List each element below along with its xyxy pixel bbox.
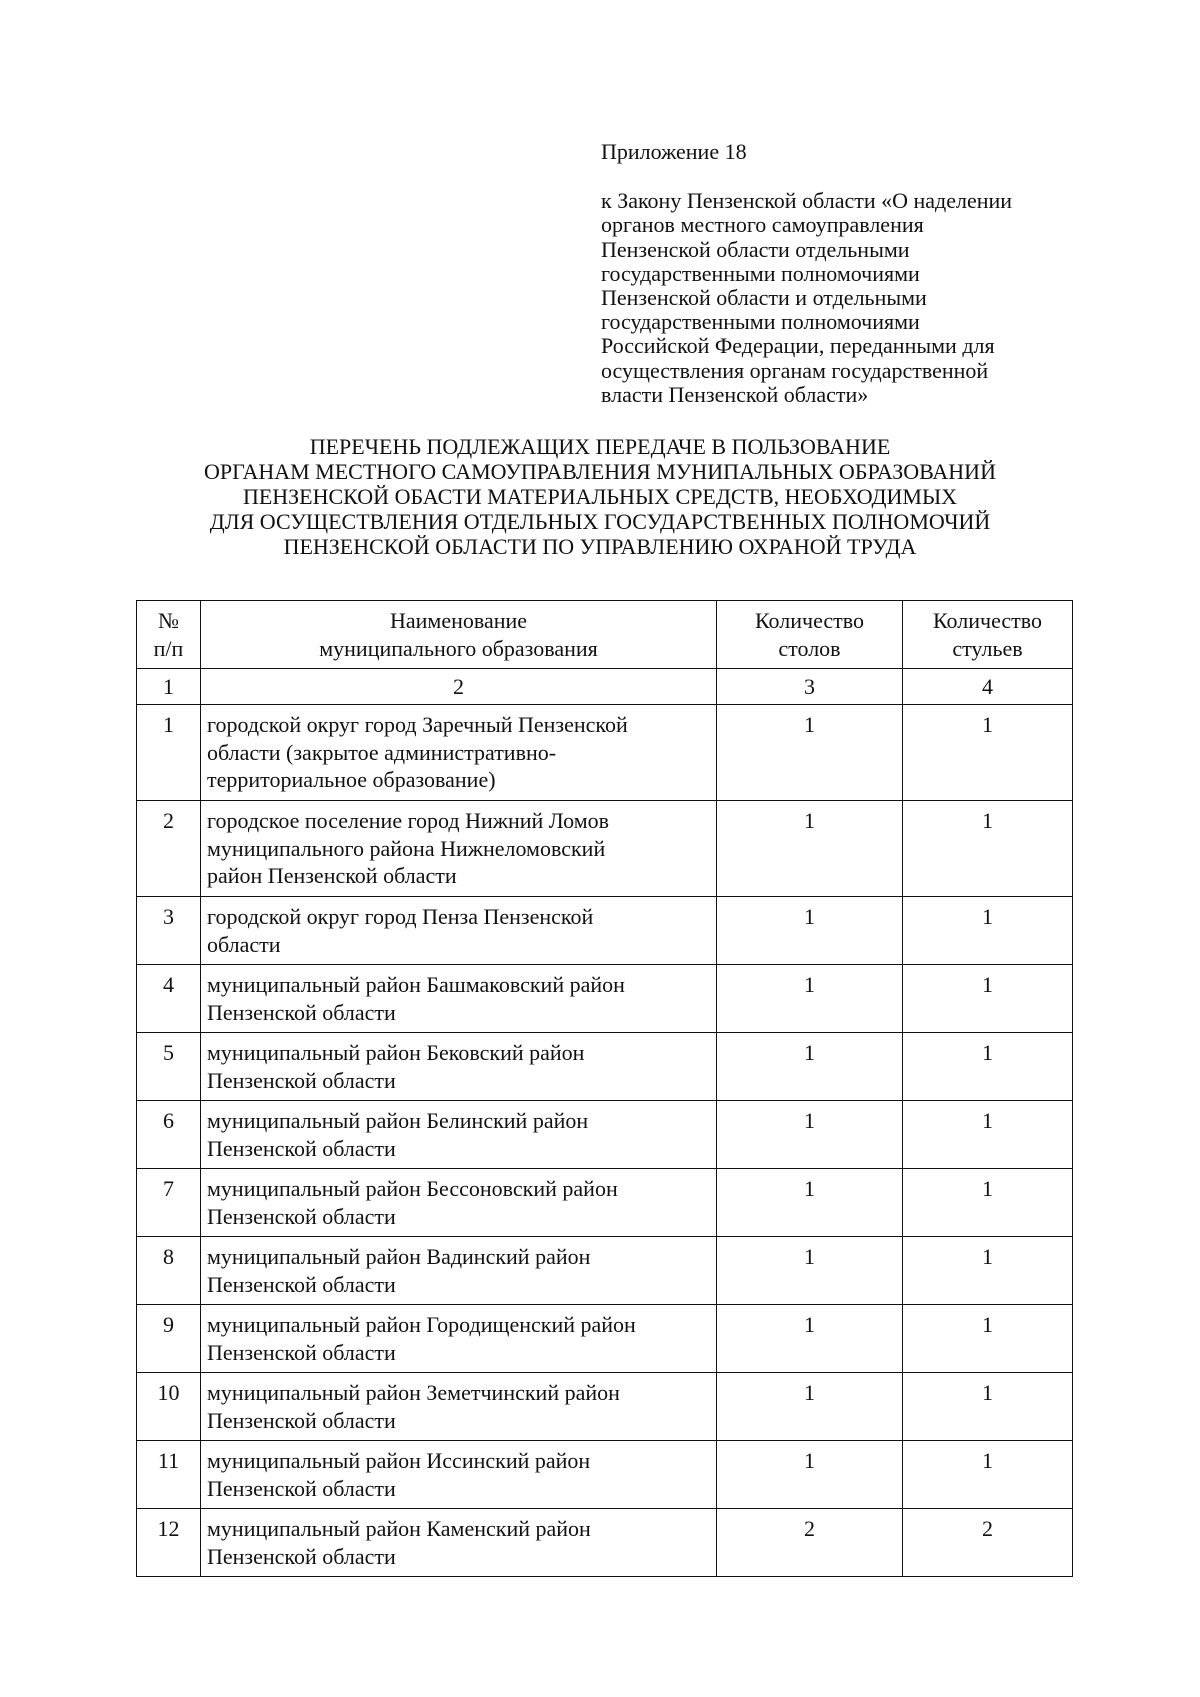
municipality-name: городской округ город Пенза Пензенской области — [201, 897, 717, 965]
chairs-count: 1 — [903, 897, 1073, 965]
column-number: 4 — [903, 669, 1073, 705]
chairs-count: 1 — [903, 1033, 1073, 1101]
table-header-row — [137, 601, 1073, 669]
tables-count: 1 — [717, 965, 903, 1033]
tables-count: 1 — [717, 1237, 903, 1305]
row-number: 11 — [137, 1441, 201, 1509]
table-row — [137, 1441, 1073, 1509]
title-line: ПЕНЗЕНСКОЙ ОБАСТИ МАТЕРИАЛЬНЫХ СРЕДСТВ, НЕОБХОДИМЫХ — [242, 484, 958, 509]
table-row — [137, 1169, 1073, 1237]
chairs-count: 1 — [903, 965, 1073, 1033]
row-number: 8 — [137, 1237, 201, 1305]
row-number: 7 — [137, 1169, 201, 1237]
tables-count: 2 — [717, 1509, 903, 1577]
title-line: ДЛЯ ОСУЩЕСТВЛЕНИЯ ОТДЕЛЬНЫХ ГОСУДАРСТВЕННЫХ ПОЛНОМОЧИЙ — [209, 509, 991, 534]
chairs-count: 2 — [903, 1509, 1073, 1577]
municipality-name: муниципальный район Иссинский район Пензенской области — [201, 1441, 717, 1509]
municipality-name: муниципальный район Земетчинский район Пензенской области — [201, 1373, 717, 1441]
chairs-count: 1 — [903, 1305, 1073, 1373]
municipality-name: муниципальный район Белинский район Пензенской области — [201, 1101, 717, 1169]
table-row — [137, 801, 1073, 897]
table-row — [137, 705, 1073, 801]
tables-count: 1 — [717, 801, 903, 897]
row-number: 12 — [137, 1509, 201, 1577]
table-row — [137, 1237, 1073, 1305]
appendix-note — [601, 140, 1071, 407]
header-tables-count: Количество столов — [717, 601, 903, 669]
column-number: 1 — [137, 669, 201, 705]
municipality-name: городское поселение город Нижний Ломов муниципального района Нижнеломовский район Пензенской области — [201, 801, 717, 897]
chairs-count: 1 — [903, 1237, 1073, 1305]
table-row — [137, 1305, 1073, 1373]
chairs-count: 1 — [903, 1373, 1073, 1441]
row-number: 10 — [137, 1373, 201, 1441]
municipality-name: городской округ город Заречный Пензенской области (закрытое административно- территориальное образование) — [201, 705, 717, 801]
column-number: 2 — [201, 669, 717, 705]
appendix-title: Приложение 18 — [601, 139, 747, 164]
table-row — [137, 897, 1073, 965]
tables-count: 1 — [717, 1169, 903, 1237]
title-line: ПЕРЕЧЕНЬ ПОДЛЕЖАЩИХ ПЕРЕДАЧЕ В ПОЛЬЗОВАНИЕ — [309, 434, 891, 459]
header-municipality-name: Наименование муниципального образования — [201, 601, 717, 669]
row-number: 9 — [137, 1305, 201, 1373]
municipality-name: муниципальный район Каменский район Пензенской области — [201, 1509, 717, 1577]
row-number: 4 — [137, 965, 201, 1033]
header-number: № п/п — [137, 601, 201, 669]
chairs-count: 1 — [903, 801, 1073, 897]
tables-count: 1 — [717, 1033, 903, 1101]
table-row — [137, 1509, 1073, 1577]
table-row — [137, 1033, 1073, 1101]
table-row — [137, 965, 1073, 1033]
row-number: 6 — [137, 1101, 201, 1169]
tables-count: 1 — [717, 1441, 903, 1509]
municipality-name: муниципальный район Городищенский район Пензенской области — [201, 1305, 717, 1373]
municipality-name: муниципальный район Башмаковский район Пензенской области — [201, 965, 717, 1033]
row-number: 3 — [137, 897, 201, 965]
tables-count: 1 — [717, 1101, 903, 1169]
tables-count: 1 — [717, 1305, 903, 1373]
municipality-name: муниципальный район Вадинский район Пензенской области — [201, 1237, 717, 1305]
materials-table — [136, 600, 1073, 1577]
column-number-row — [137, 669, 1073, 705]
title-line: ПЕНЗЕНСКОЙ ОБЛАСТИ ПО УПРАВЛЕНИЮ ОХРАНОЙ ТРУДА — [283, 534, 917, 559]
chairs-count: 1 — [903, 1101, 1073, 1169]
row-number: 5 — [137, 1033, 201, 1101]
appendix-text: к Закону Пензенской области «О наделении органов местного самоуправления Пензенской области отдельными государственными полномочиями Пензенской области и отдельными государственными полномочиями Российской Федерации, переданными для осуществления органам государственной власти Пензенской области» — [601, 188, 1013, 407]
column-number: 3 — [717, 669, 903, 705]
chairs-count: 1 — [903, 1441, 1073, 1509]
row-number: 2 — [137, 801, 201, 897]
header-chairs-count: Количество стульев — [903, 601, 1073, 669]
municipality-name: муниципальный район Бессоновский район Пензенской области — [201, 1169, 717, 1237]
chairs-count: 1 — [903, 1169, 1073, 1237]
municipality-name: муниципальный район Бековский район Пензенской области — [201, 1033, 717, 1101]
row-number: 1 — [137, 705, 201, 801]
chairs-count: 1 — [903, 705, 1073, 801]
title-line: ОРГАНАМ МЕСТНОГО САМОУПРАВЛЕНИЯ МУНИПАЛЬНЫХ ОБРАЗОВАНИЙ — [204, 459, 996, 484]
tables-count: 1 — [717, 897, 903, 965]
document-title — [0, 434, 1200, 559]
table-row — [137, 1373, 1073, 1441]
tables-count: 1 — [717, 705, 903, 801]
tables-count: 1 — [717, 1373, 903, 1441]
table-row — [137, 1101, 1073, 1169]
